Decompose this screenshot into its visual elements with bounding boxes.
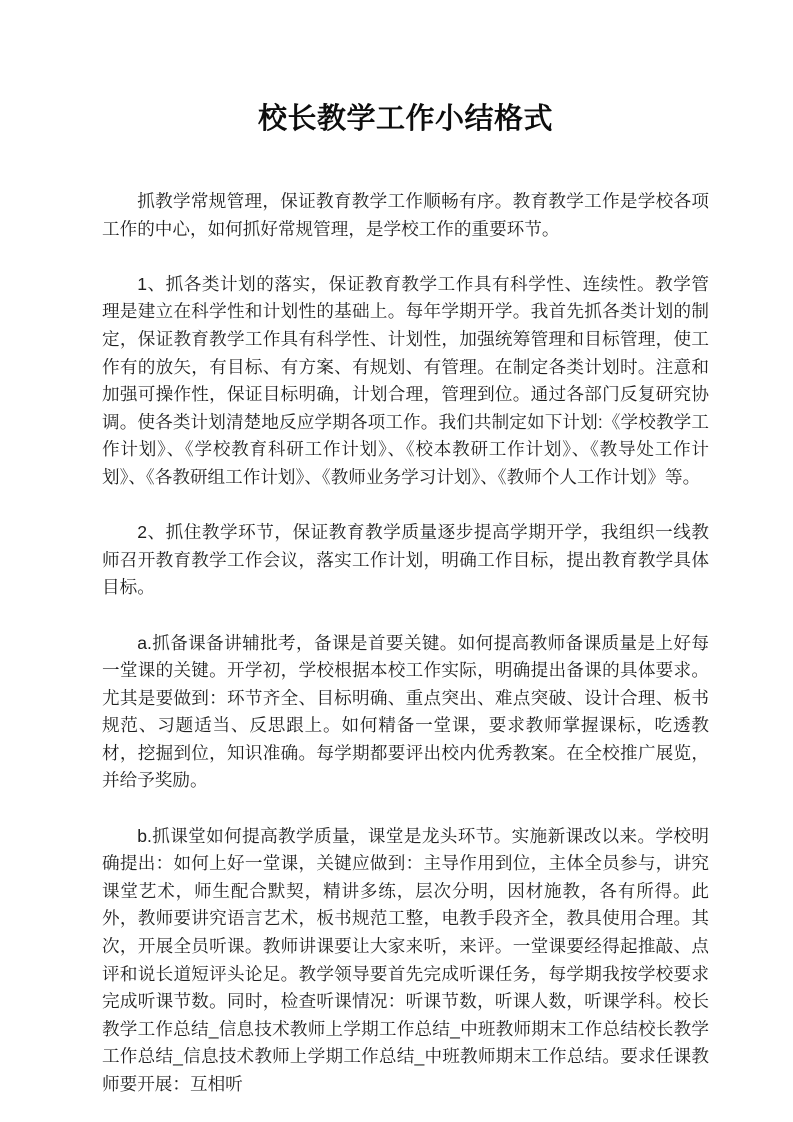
paragraph-intro: 抓教学常规管理，保证教育教学工作顺畅有序。教育教学工作是学校各项工作的中心，如何抓好常规管理，是学校工作的重要环节。 — [102, 191, 709, 239]
document-content — [102, 100, 709, 1099]
paragraph-item-a: a.抓备课备讲辅批考，备课是首要关键。如何提高教师备课质量是上好每一堂课的关键。开学初，学校根据本校工作实际，明确提出备课的具体要求。尤其是要做到：环节齐全、目标明确、重点突出、难点突破、设计合理、板书规范、习题适当、反思跟上。如何精备一堂课，要求教师掌握课标，吃透教材，挖掘到位，知识准确。每学期都要评出校内优秀教案。在全校推广展览，并给予奖励。 — [102, 632, 709, 791]
paragraph-item-b: b.抓课堂如何提高教学质量，课堂是龙头环节。实施新课改以来。学校明确提出：如何上好一堂课，关键应做到：主导作用到位，主体全员参与，讲究课堂艺术，师生配合默契，精讲多练，层次分明，因材施教，各有所得。此外，教师要讲究语言艺术，板书规范工整，电教手段齐全，教具使用合理。其次，开展全员听课。教师讲课要让大家来听，来评。一堂课要经得起推敲、点评和说长道短评头论足。教学领导要首先完成听课任务，每学期我按学校要求完成听课节数。同时，检查听课情况：听课节数，听课人数，听课学科。校长教学工作总结_信息技术教师上学期工作总结_中班教师期末工作总结校长教学工作总结_信息技术教师上学期工作总结_中班教师期末工作总结。要求任课教师要开展：互相听 — [102, 825, 709, 1094]
paragraph-item-2: 2、抓住教学环节，保证教育教学质量逐步提高学期开学，我组织一线教师召开教育教学工作会议，落实工作计划，明确工作目标，提出教育教学具体目标。 — [102, 522, 709, 598]
paragraph-item-1: 1、抓各类计划的落实，保证教育教学工作具有科学性、连续性。教学管理是建立在科学性和计划性的基础上。每年学期开学。我首先抓各类计划的制定，保证教育教学工作具有科学性、计划性，加强统筹管理和目标管理，使工作有的放矢，有目标、有方案、有规划、有管理。在制定各类计划时。注意和加强可操作性，保证目标明确，计划合理，管理到位。通过各部门反复研究协调。使各类计划清楚地反应学期各项工作。我们共制定如下计划:《学校教学工作计划》、《学校教育科研工作计划》、《校本教研工作计划》、《教导处工作计划》、《各教研组工作计划》、《教师业务学习计划》、《教师个人工作计划》等。 — [102, 273, 709, 487]
document-title: 校长教学工作小结格式 — [257, 103, 553, 135]
